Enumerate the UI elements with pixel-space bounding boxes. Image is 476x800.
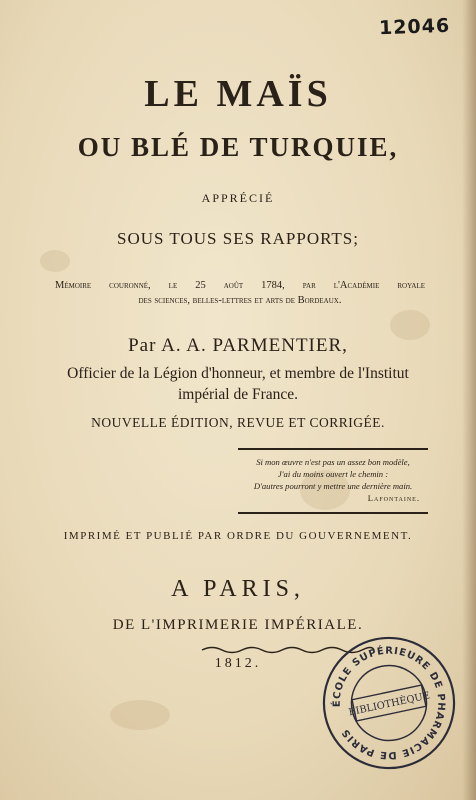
author-titles — [0, 363, 476, 405]
publication-year: 1812. — [214, 656, 262, 671]
shelfmark-number: 12046 — [378, 14, 451, 40]
imprint-government: IMPRIMÉ ET PUBLIÉ PAR ORDRE DU GOUVERNEMENT. — [63, 530, 413, 542]
paper-stain — [40, 250, 70, 272]
stamp-ring-text: ÉCOLE SUPÉRIEURE DE PHARMACIE DE PARIS — [331, 645, 447, 761]
author-name: Par A. A. PARMENTIER, — [128, 335, 348, 356]
epigraph — [238, 456, 428, 504]
memoir-line: Mémoire couronné, le 25 août 1784, par l'Académie royale — [55, 280, 425, 291]
title-aspects: SOUS TOUS SES RAPPORTS; — [117, 229, 359, 248]
epigraph-attribution: Lafontaine. — [367, 493, 420, 503]
title-main: LE MAÏS — [144, 73, 332, 115]
imprint-city: A PARIS, — [171, 576, 305, 602]
title-appraised: APPRÉCIÉ — [201, 191, 275, 205]
epigraph-line: Si mon œuvre n'est pas un assez bon modèle, — [256, 457, 410, 467]
epigraph-rule-top — [238, 448, 428, 450]
paper-stain — [110, 700, 170, 730]
author-title-line: impérial de France. — [177, 386, 299, 403]
epigraph-line: D'autres pourront y mettre une dernière main. — [253, 481, 413, 491]
edition-note: NOUVELLE ÉDITION, REVUE ET CORRIGÉE. — [91, 415, 385, 430]
stamp-center-text: BIBLIOTHÈQUE — [347, 690, 431, 719]
memoir-line: des sciences, belles-lettres et arts de Bordeaux. — [138, 295, 342, 306]
author-title-line: Officier de la Légion d'honneur, et membre de l'Institut — [67, 365, 409, 382]
epigraph-rule-bottom — [238, 512, 428, 514]
memoir-note — [55, 278, 425, 308]
epigraph-line: J'ai du moins ouvert le chemin : — [277, 469, 389, 479]
library-stamp — [307, 621, 471, 785]
imprint-printer: DE L'IMPRIMERIE IMPÉRIALE. — [112, 617, 364, 633]
title-subtitle: OU BLÉ DE TURQUIE, — [77, 132, 399, 162]
